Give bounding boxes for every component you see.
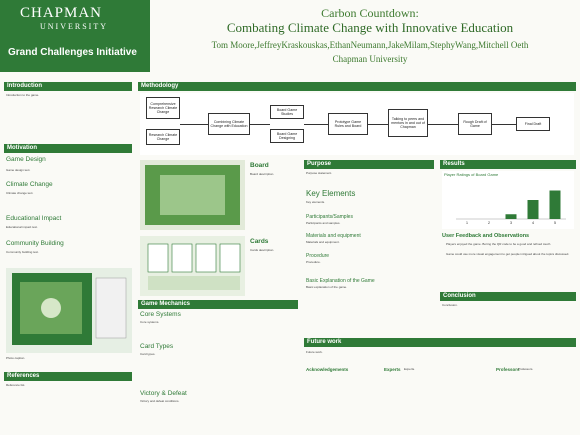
node-1: Comprehensive Research Climate Change	[146, 97, 180, 119]
victory-heading: Victory & Defeat	[140, 390, 187, 397]
section-results: Results	[440, 160, 576, 169]
board-text: Board description.	[250, 172, 275, 176]
section-conclusion: Conclusion	[440, 292, 576, 301]
professors-text: Professors.	[518, 367, 534, 371]
victory-text: Victory and defeat conditions.	[140, 399, 180, 403]
institution: Chapman University	[332, 54, 408, 64]
node-5: Board Game Designing	[270, 129, 304, 143]
chart-title: Player Ratings of Board Game	[444, 172, 499, 177]
arrow-2	[250, 124, 270, 125]
key-elements-text: Key elements.	[306, 200, 326, 204]
feedback-bullet-2: Game could use more visual engagement to get people intrigued about the topics discussed.	[446, 252, 570, 256]
university-name: CHAPMAN	[20, 5, 103, 21]
section-purpose: Purpose	[304, 160, 434, 169]
motivation-community-building: Community Building	[6, 240, 64, 247]
node-9: Final Draft	[516, 117, 550, 131]
section-game-mechanics: Game Mechanics	[138, 300, 298, 309]
procedure-text: Procedure.	[306, 260, 321, 264]
motivation-game-design: Game Design	[6, 156, 46, 163]
cards-text: Cards description.	[250, 248, 275, 252]
poster-title: Carbon Countdown:	[321, 6, 419, 20]
arrow-6	[492, 124, 516, 125]
chart-tick-5: 5	[553, 220, 557, 225]
participants-heading: Participants/Samples	[306, 214, 353, 220]
chart-bar-4	[528, 200, 539, 219]
section-references: References	[4, 372, 132, 381]
feedback-bullet-1: Players enjoyed the game. Boring the QR code to be a good and refined touch.	[446, 242, 552, 246]
cards-title: Cards	[250, 238, 269, 245]
university-sub: UNIVERSITY	[40, 22, 108, 31]
arrow-3	[304, 124, 328, 125]
cards-photo	[140, 236, 245, 296]
chart-bar-3	[506, 214, 517, 219]
poster-subtitle: Combating Climate Change with Innovative Education	[226, 20, 514, 35]
feedback-heading: User Feedback and Observations	[442, 233, 530, 239]
board-title: Board	[250, 162, 269, 169]
section-introduction: Introduction	[4, 82, 132, 91]
section-future-work: Future work	[304, 338, 576, 347]
chart-tick-4: 4	[531, 220, 535, 225]
acknowledgements-heading: Acknowledgements	[306, 367, 349, 372]
motivation-climate-change: Climate Change	[6, 181, 53, 188]
participants-text: Participants and samples.	[306, 221, 341, 225]
section-motivation: Motivation	[4, 144, 132, 153]
introduction-text: Introduction to the game.	[6, 93, 40, 97]
future-work-text: Future work.	[306, 350, 323, 354]
arrow-4	[368, 124, 388, 125]
experts-text: Experts.	[404, 367, 416, 371]
experts-heading: Experts	[384, 367, 401, 372]
node-3: Combining Climate Change with Education	[208, 113, 250, 135]
core-systems-heading: Core Systems	[140, 311, 181, 318]
basic-explanation-text: Basic explanation of the game.	[306, 285, 348, 289]
climate-change-text: Climate change text.	[6, 191, 34, 195]
materials-text: Materials and equipment.	[306, 240, 340, 244]
game-photo-graphic	[6, 268, 132, 353]
results-chart	[442, 171, 574, 229]
node-8: Rough Draft of Game	[458, 113, 492, 135]
node-4: Board Game Studies	[270, 105, 304, 119]
professors-heading: Professors	[496, 367, 520, 372]
poster-header	[0, 0, 580, 75]
section-methodology: Methodology	[138, 82, 576, 91]
core-systems-text: Core systems.	[140, 320, 160, 324]
node-7: Talking to peers and mentors in and out of Chapman	[388, 109, 428, 137]
conclusion-text: Conclusion.	[442, 303, 458, 307]
educational-impact-text: Educational impact text.	[6, 225, 38, 229]
photo-caption: Photo caption.	[6, 356, 26, 360]
arrow-1	[180, 124, 208, 125]
card-types-heading: Card Types	[140, 343, 174, 350]
key-elements-heading: Key Elements	[306, 189, 356, 198]
cards-photo-graphic	[140, 236, 245, 296]
chart-tick-2: 2	[487, 220, 491, 225]
methodology-diagram	[140, 93, 574, 155]
materials-heading: Materials and equipment	[306, 233, 361, 239]
node-6: Prototype Game Rules and Board	[328, 113, 368, 135]
authors: Tom Moore,JeffreyKraskouskas,EthanNeumann,JakeMilam,StephyWang,Mitchell Oeth	[211, 40, 529, 50]
procedure-heading: Procedure	[306, 253, 330, 259]
board-photo-graphic	[140, 160, 245, 230]
basic-explanation-heading: Basic Explanation of the Game	[306, 278, 375, 284]
arrow-5	[428, 124, 458, 125]
node-2: Research Climate Change	[146, 129, 180, 145]
chart-tick-1: 1	[465, 220, 469, 225]
chart-tick-3: 3	[509, 220, 513, 225]
game-design-text: Game design text.	[6, 168, 31, 172]
purpose-text: Purpose statement.	[306, 171, 333, 175]
chart-bar-5	[550, 191, 561, 220]
references-text: Reference list.	[6, 383, 26, 387]
community-building-text: Community building text.	[6, 250, 39, 254]
motivation-educational-impact: Educational Impact	[6, 215, 62, 222]
board-photo	[140, 160, 245, 230]
initiative-name: Grand Challenges Initiative	[8, 47, 137, 58]
game-photo	[6, 268, 132, 353]
card-types-text: Card types.	[140, 352, 156, 356]
bar-chart	[442, 171, 574, 229]
logo-block	[0, 0, 150, 72]
